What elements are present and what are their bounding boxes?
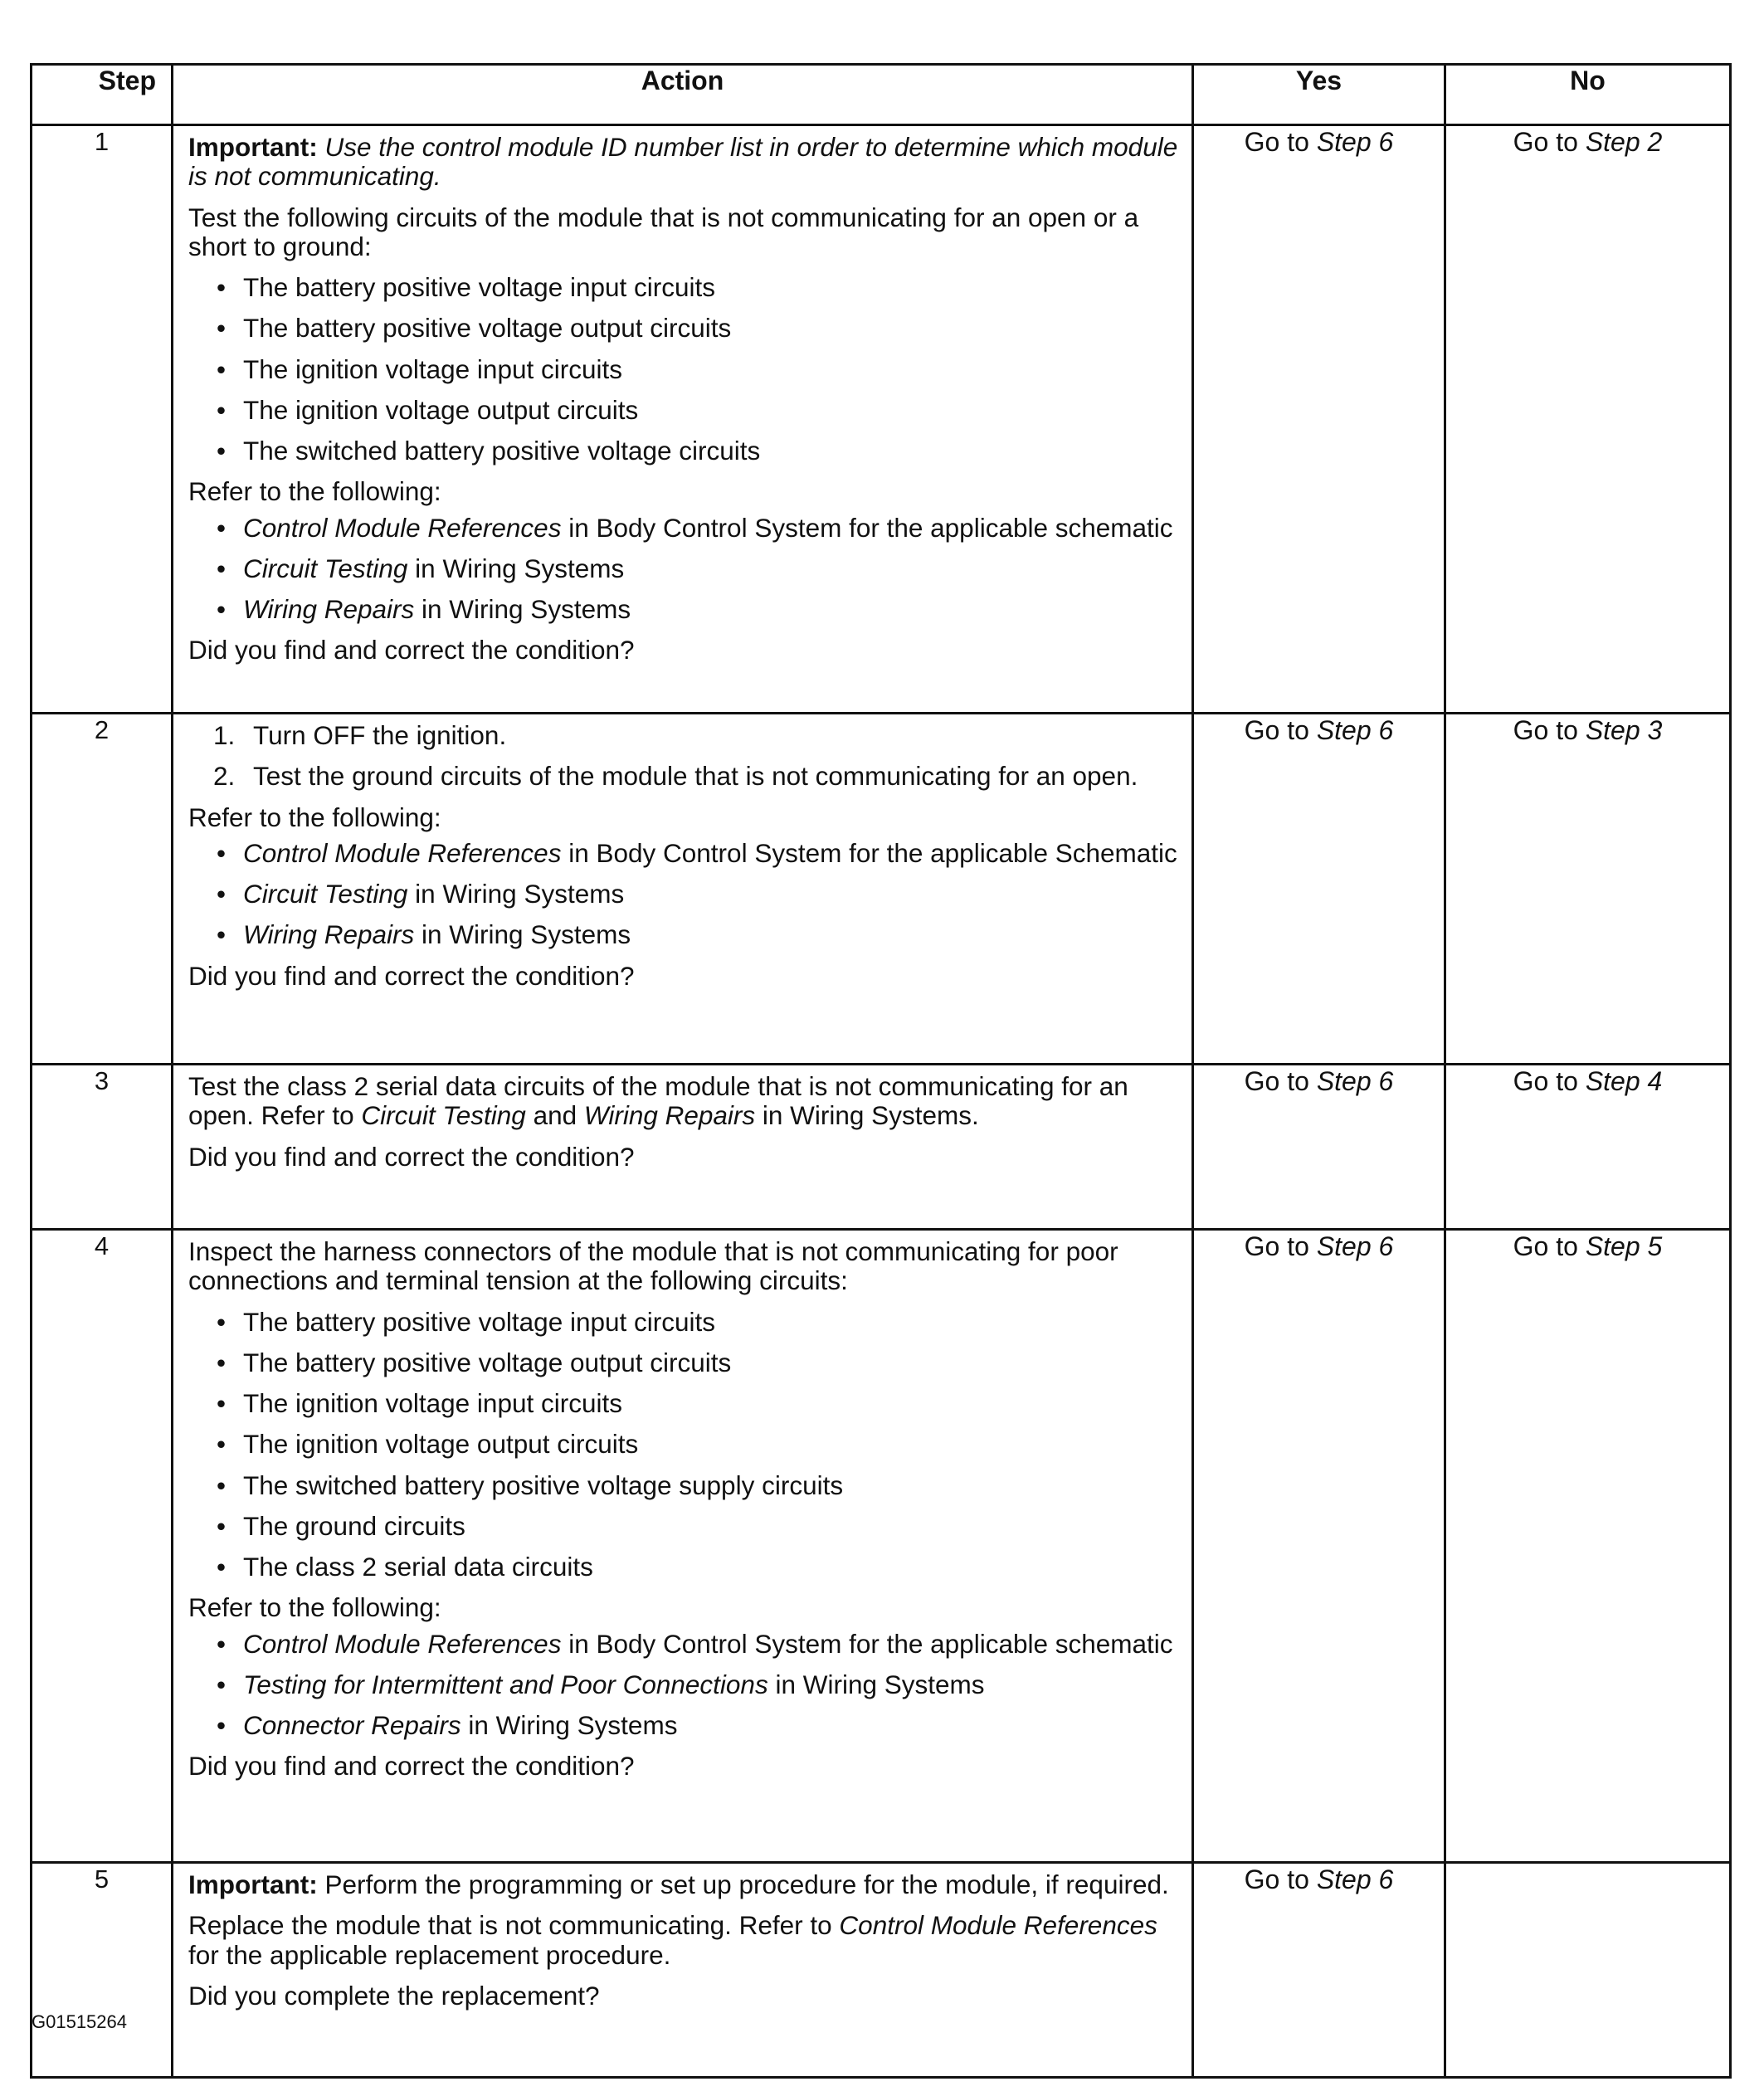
reference-link[interactable]: Circuit Testing: [243, 879, 408, 909]
question-text: Did you find and correct the condition?: [188, 960, 635, 991]
reference-rest: in Wiring Systems: [407, 553, 625, 583]
yes-step-link[interactable]: Step 6: [1316, 1231, 1394, 1261]
yes-step-link[interactable]: Step 6: [1316, 127, 1394, 157]
step-number: 1: [32, 125, 173, 714]
reference-link[interactable]: Wiring Repairs: [583, 1100, 756, 1131]
no-prefix: Go to: [1513, 1231, 1586, 1261]
important-label: Important:: [188, 132, 318, 162]
reference-item[interactable]: [188, 595, 1180, 624]
list-item: • The ignition voltage input circuits: [188, 355, 1180, 384]
question-text: Did you find and correct the condition?: [188, 1141, 635, 1172]
step-number: 2: [32, 714, 173, 1065]
no-prefix: Go to: [1513, 127, 1586, 157]
header-row: [32, 65, 1731, 125]
no-cell: [1445, 1230, 1731, 1863]
yes-prefix: Go to: [1244, 1066, 1317, 1096]
no-cell: [1445, 714, 1731, 1065]
header-action: Action: [173, 65, 1193, 125]
reference-link[interactable]: Control Module References: [243, 837, 562, 868]
question-text: Did you find and correct the condition?: [188, 635, 635, 665]
action-cell: [173, 1863, 1193, 2078]
refer-text: Refer to the following:: [188, 802, 441, 832]
yes-prefix: Go to: [1244, 715, 1317, 745]
action-text: [188, 1072, 1180, 1131]
reference-rest: in Wiring Systems: [414, 919, 631, 950]
diagnostic-table: [30, 63, 1732, 2079]
numbered-list: [188, 721, 1180, 792]
action-intro: Test the following circuits of the module that is not communicating for an open or a short to ground:: [188, 202, 1139, 261]
step-number: 3: [32, 1065, 173, 1230]
action-text-part: Replace the module that is not communicating. Refer to: [188, 1910, 840, 1941]
important-note: [188, 1870, 1180, 1899]
list-number: 2.: [213, 761, 236, 792]
reference-item[interactable]: [188, 839, 1180, 868]
list-item: [188, 762, 1180, 791]
circuit-list: [188, 273, 1180, 466]
important-label: Important:: [188, 1869, 318, 1899]
table-row-step-3: [32, 1065, 1731, 1230]
important-note: [188, 133, 1180, 192]
reference-rest: in Body Control System for the applicable schematic: [561, 1628, 1173, 1659]
no-step-link[interactable]: Step 2: [1585, 127, 1663, 157]
no-cell: [1445, 125, 1731, 714]
yes-cell: [1193, 1065, 1445, 1230]
no-prefix: Go to: [1513, 715, 1586, 745]
list-text: Test the ground circuits of the module that is not communicating for an open.: [253, 761, 1138, 792]
reference-rest: in Wiring Systems: [407, 879, 625, 909]
reference-item[interactable]: [188, 920, 1180, 949]
reference-rest: in Wiring Systems: [460, 1710, 678, 1741]
table-row-step-4: [32, 1230, 1731, 1863]
important-text: Perform the programming or set up procedure for the module, if required.: [324, 1869, 1169, 1899]
list-item: • The ignition voltage output circuits: [188, 396, 1180, 425]
action-text: [188, 1911, 1180, 1970]
reference-rest: in Body Control System for the applicable schematic: [561, 512, 1173, 543]
no-cell: [1445, 1863, 1731, 2078]
reference-rest: in Wiring Systems: [414, 594, 631, 625]
yes-cell: [1193, 1230, 1445, 1863]
action-text-part: in Wiring Systems.: [755, 1100, 979, 1131]
step-number: 4: [32, 1230, 173, 1863]
list-item: • The class 2 serial data circuits: [188, 1553, 1180, 1582]
table-row-step-1: [32, 125, 1731, 714]
reference-link[interactable]: Circuit Testing: [361, 1100, 526, 1131]
list-item: • The battery positive voltage input circuits: [188, 273, 1180, 302]
reference-list: [188, 839, 1180, 950]
reference-link[interactable]: Wiring Repairs: [243, 919, 415, 950]
action-cell: [173, 125, 1193, 714]
reference-item[interactable]: [188, 514, 1180, 543]
yes-step-link[interactable]: Step 6: [1316, 715, 1394, 745]
action-intro: Inspect the harness connectors of the module that is not communicating for poor connections and terminal tension at the following circuits:: [188, 1236, 1118, 1296]
table-row-step-2: [32, 714, 1731, 1065]
refer-text: Refer to the following:: [188, 1592, 441, 1623]
no-cell: [1445, 1065, 1731, 1230]
reference-item[interactable]: [188, 1630, 1180, 1659]
no-step-link[interactable]: Step 5: [1585, 1231, 1663, 1261]
reference-link[interactable]: Circuit Testing: [243, 553, 408, 583]
action-text-part: Test the class 2 serial data circuits of the module that is not communicating for an open. Refer to: [188, 1071, 1128, 1131]
question-text: Did you complete the replacement?: [188, 1980, 600, 2011]
action-cell: [173, 1230, 1193, 1863]
reference-item[interactable]: [188, 554, 1180, 583]
header-step: Step: [32, 65, 173, 125]
list-item: [188, 721, 1180, 750]
list-item: • The switched battery positive voltage supply circuits: [188, 1471, 1180, 1500]
action-cell: [173, 1065, 1193, 1230]
action-cell: [173, 714, 1193, 1065]
list-item: • The switched battery positive voltage circuits: [188, 436, 1180, 466]
reference-item[interactable]: [188, 1711, 1180, 1740]
refer-text: Refer to the following:: [188, 476, 441, 507]
yes-cell: [1193, 1863, 1445, 2078]
no-step-link[interactable]: Step 4: [1585, 1066, 1663, 1096]
reference-list: [188, 514, 1180, 625]
yes-step-link[interactable]: Step 6: [1316, 1864, 1394, 1894]
step-number: 5: [32, 1863, 173, 2078]
header-yes: Yes: [1193, 65, 1445, 125]
yes-cell: [1193, 125, 1445, 714]
figure-code: G01515264: [32, 2011, 127, 2032]
reference-rest: in Wiring Systems: [767, 1669, 985, 1699]
table-row-step-5: [32, 1863, 1731, 2078]
reference-link[interactable]: Control Module References: [243, 1628, 562, 1659]
reference-item[interactable]: [188, 1670, 1180, 1699]
circuit-list: [188, 1308, 1180, 1582]
list-text: Turn OFF the ignition.: [253, 720, 507, 750]
question-text: Did you find and correct the condition?: [188, 1751, 635, 1782]
list-number: 1.: [213, 720, 236, 750]
yes-prefix: Go to: [1244, 1231, 1317, 1261]
list-item: • The battery positive voltage input circuits: [188, 1308, 1180, 1337]
action-text-part: for the applicable replacement procedure.: [188, 1939, 671, 1970]
reference-item[interactable]: [188, 880, 1180, 909]
yes-step-link[interactable]: Step 6: [1316, 1066, 1394, 1096]
reference-link[interactable]: Testing for Intermittent and Poor Connections: [243, 1669, 768, 1699]
important-text: Use the control module ID number list in order to determine which module is not communicating.: [188, 132, 1178, 192]
list-item: • The ground circuits: [188, 1512, 1180, 1541]
no-step-link[interactable]: Step 3: [1585, 715, 1663, 745]
yes-cell: [1193, 714, 1445, 1065]
yes-prefix: Go to: [1244, 1864, 1317, 1894]
yes-prefix: Go to: [1244, 127, 1317, 157]
reference-rest: in Body Control System for the applicable Schematic: [561, 837, 1177, 868]
reference-list: [188, 1630, 1180, 1741]
list-item: • The battery positive voltage output circuits: [188, 1348, 1180, 1377]
list-item: • The ignition voltage input circuits: [188, 1389, 1180, 1418]
reference-link[interactable]: Control Module References: [243, 512, 562, 543]
no-prefix: Go to: [1513, 1066, 1586, 1096]
header-no: No: [1445, 65, 1731, 125]
reference-link[interactable]: Control Module References: [839, 1910, 1157, 1941]
list-item: • The battery positive voltage output circuits: [188, 314, 1180, 343]
reference-link[interactable]: Wiring Repairs: [243, 594, 415, 625]
list-item: • The ignition voltage output circuits: [188, 1430, 1180, 1459]
reference-link[interactable]: Connector Repairs: [243, 1710, 461, 1741]
action-text-part: and: [525, 1100, 584, 1131]
